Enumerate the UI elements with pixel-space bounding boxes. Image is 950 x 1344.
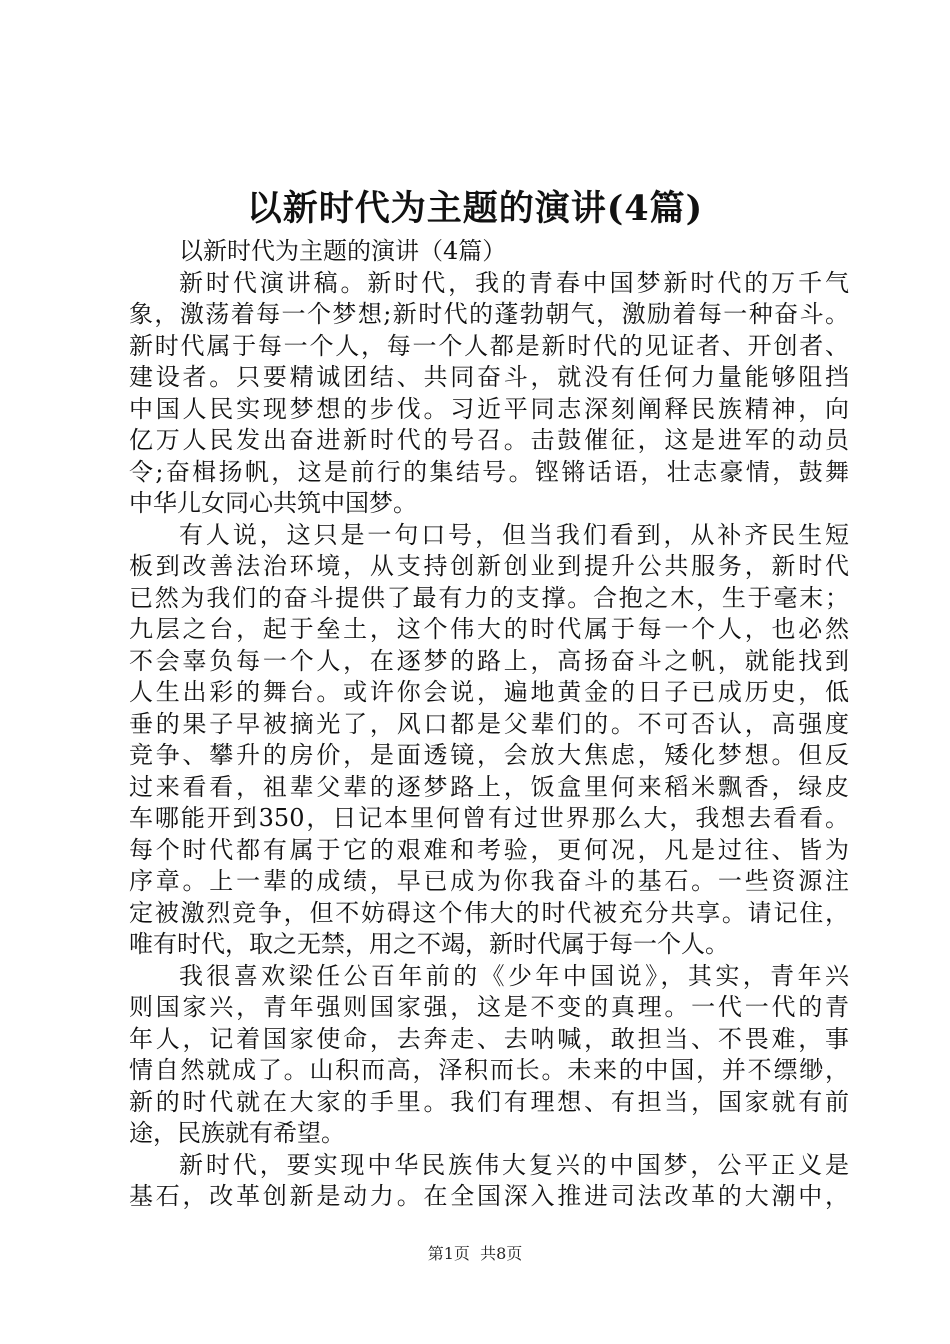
- body-line: 中国人民实现梦想的步伐。习近平同志深刻阐释民族精神，向: [129, 394, 849, 423]
- body-line: 建设者。只要精诚团结、共同奋斗，就没有任何力量能够阻挡: [129, 363, 849, 391]
- body-line: 年人，记着国家使命，去奔走、去呐喊，敢担当、不畏难，事: [129, 1024, 849, 1053]
- body-line: 九层之台，起于垒土，这个伟大的时代属于每一个人，也必然: [129, 615, 849, 643]
- body-line: 情自然就成了。山积而高，泽积而长。未来的中国，并不缥缈，: [129, 1056, 849, 1084]
- body-line: 唯有时代，取之无禁，用之不竭，新时代属于每一个人。: [129, 930, 729, 958]
- body-line: 不会辜负每一个人，在逐梦的路上，高扬奋斗之帆，就能找到: [129, 646, 849, 675]
- body-line: 垂的果子早被摘光了，风口都是父辈们的。不可否认，高强度: [129, 709, 849, 738]
- body-line: 新时代演讲稿。新时代，我的青春中国梦新时代的万千气: [179, 268, 849, 297]
- body-line: 有人说，这只是一句口号，但当我们看到，从补齐民生短: [179, 520, 849, 549]
- body-line: 新的时代就在大家的手里。我们有理想、有担当，国家就有前: [129, 1087, 849, 1116]
- body-line: 亿万人民发出奋进新时代的号召。击鼓催征，这是进军的动员: [129, 426, 849, 454]
- body-line: 基石，改革创新是动力。在全国深入推进司法改革的大潮中，: [129, 1182, 849, 1210]
- body-line: 途，民族就有希望。: [129, 1119, 345, 1147]
- body-line: 车哪能开到350，日记本里何曾有过世界那么大，我想去看看。: [129, 804, 849, 832]
- body-line: 序章。上一辈的成绩，早已成为你我奋斗的基石。一些资源注: [129, 867, 849, 895]
- body-line: 人生出彩的舞台。或许你会说，遍地黄金的日子已成历史，低: [129, 678, 849, 706]
- body-line: 竞争、攀升的房价，是面透镜，会放大焦虑，矮化梦想。但反: [129, 741, 849, 769]
- document-body: [129, 236, 849, 1213]
- body-line: 以新时代为主题的演讲（4篇）: [179, 237, 507, 265]
- document-title: 以新时代为主题的演讲(4篇): [246, 188, 704, 229]
- body-line: 已然为我们的奋斗提供了最有力的支撑。合抱之木，生于毫末；: [129, 583, 849, 612]
- page-number-footer: 第1页 共8页: [427, 1244, 523, 1263]
- body-line: 板到改善法治环境，从支持创新创业到提升公共服务，新时代: [129, 552, 849, 580]
- body-line: 令;奋楫扬帆，这是前行的集结号。铿锵话语，壮志豪情，鼓舞: [129, 457, 849, 486]
- body-line: 中华儿女同心共筑中国梦。: [129, 489, 417, 517]
- body-line: 则国家兴，青年强则国家强，这是不变的真理。一代一代的青: [129, 993, 849, 1021]
- body-line: 定被激烈竞争，但不妨碍这个伟大的时代被充分共享。请记住，: [129, 898, 849, 927]
- body-line: 象，激荡着每一个梦想;新时代的蓬勃朝气，激励着每一种奋斗。: [129, 300, 849, 328]
- body-line: 每个时代都有属于它的艰难和考验，更何况，凡是过往、皆为: [129, 835, 849, 864]
- body-line: 新时代，要实现中华民族伟大复兴的中国梦，公平正义是: [179, 1150, 849, 1179]
- body-line: 我很喜欢梁任公百年前的《少年中国说》，其实，青年兴: [179, 961, 849, 990]
- body-line: 新时代属于每一个人，每一个人都是新时代的见证者、开创者、: [129, 331, 849, 360]
- body-line: 过来看看，祖辈父辈的逐梦路上，饭盒里何来稻米飘香，绿皮: [129, 772, 849, 801]
